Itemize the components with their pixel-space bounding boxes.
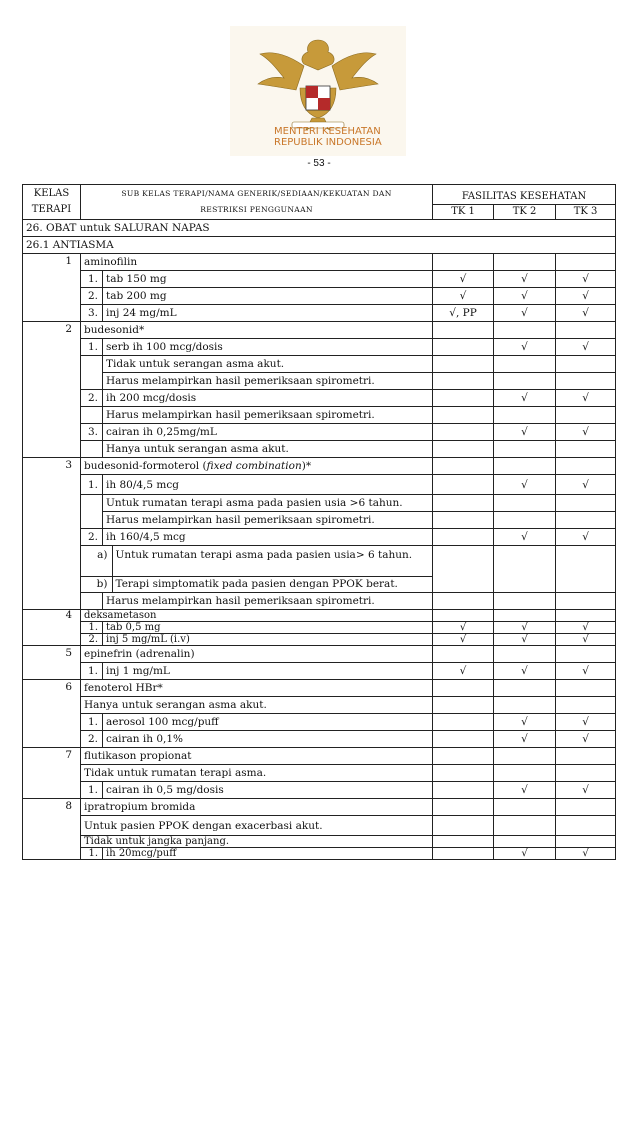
check-tk3: √	[556, 424, 616, 441]
restriction-text: Tidak untuk jangka panjang.	[81, 836, 433, 848]
drug-name: budesonid-formoterol (fixed combination)*	[81, 458, 433, 475]
item-text: serb ih 100 mcg/dosis	[103, 339, 433, 356]
restriction-text: Harus melampirkan hasil pemeriksaan spirometri.	[103, 373, 433, 390]
check-tk2: √	[494, 848, 556, 860]
item-text: cairan ih 0,25mg/mL	[103, 424, 433, 441]
check-tk2: √	[494, 634, 556, 646]
drug-number: 2	[23, 322, 81, 458]
check-tk1: √	[433, 271, 494, 288]
item-number: 2.	[81, 634, 103, 646]
section-title: 26. OBAT untuk SALURAN NAPAS	[23, 220, 616, 237]
header-kelas-terapi: KELAS TERAPI	[23, 185, 81, 220]
check-tk3: √	[556, 390, 616, 407]
item-text: inj 24 mg/mL	[103, 305, 433, 322]
item-number: 1.	[81, 475, 103, 495]
page-number: - 53 -	[307, 158, 331, 169]
check-tk1-pp: √, PP	[433, 305, 494, 322]
item-text: cairan ih 0,1%	[103, 731, 433, 748]
check-tk3: √	[556, 634, 616, 646]
item-text: aerosol 100 mcg/puff	[103, 714, 433, 731]
restriction-text: Untuk pasien PPOK dengan exacerbasi akut.	[81, 816, 433, 836]
item-text: ih 160/4,5 mcg	[103, 529, 433, 546]
check-tk3: √	[556, 731, 616, 748]
item-number: 2.	[81, 288, 103, 305]
check-tk2: √	[494, 782, 556, 799]
drug-name: aminofilin	[81, 254, 433, 271]
header-fasilitas: FASILITAS KESEHATAN	[433, 185, 616, 205]
item-number: 1.	[81, 714, 103, 731]
check-tk3: √	[556, 622, 616, 634]
drug-name: epinefrin (adrenalin)	[81, 646, 433, 663]
sub-restriction-b: Terapi simptomatik pada pasien dengan PPOK berat.	[112, 576, 432, 592]
check-tk2: √	[494, 390, 556, 407]
item-number: 3.	[81, 424, 103, 441]
restriction-text: Tidak untuk rumatan terapi asma.	[81, 765, 433, 782]
drug-name: flutikason propionat	[81, 748, 433, 765]
drug-name: fenoterol HBr*	[81, 680, 433, 697]
item-text: tab 0,5 mg	[103, 622, 433, 634]
restriction-text: Harus melampirkan hasil pemeriksaan spirometri.	[103, 407, 433, 424]
check-tk3: √	[556, 288, 616, 305]
drug-number: 3	[23, 458, 81, 610]
header-sub-kelas: SUB KELAS TERAPI/NAMA GENERIK/SEDIAAN/KEKUATAN DAN RESTRIKSI PENGGUNAAN	[81, 185, 433, 220]
check-tk1: √	[433, 288, 494, 305]
restriction-text: Harus melampirkan hasil pemeriksaan spirometri.	[103, 512, 433, 529]
item-text: ih 80/4,5 mcg	[103, 475, 433, 495]
item-text: ih 200 mcg/dosis	[103, 390, 433, 407]
restriction-text: Hanya untuk serangan asma akut.	[103, 441, 433, 458]
drug-number: 4	[23, 610, 81, 646]
sub-restriction-block	[81, 546, 433, 593]
drug-number: 6	[23, 680, 81, 748]
check-tk2: √	[494, 714, 556, 731]
item-number: 1.	[81, 663, 103, 680]
restriction-text: Hanya untuk serangan asma akut.	[81, 697, 433, 714]
sub-restriction-a: Untuk rumatan terapi asma pada pasien usia> 6 tahun.	[112, 546, 432, 576]
item-number: 1.	[81, 622, 103, 634]
drug-formulary-table	[22, 184, 616, 860]
drug-number: 7	[23, 748, 81, 799]
check-tk3: √	[556, 305, 616, 322]
item-number: 1.	[81, 271, 103, 288]
check-tk3: √	[556, 782, 616, 799]
svg-text:MENTERI KESEHATAN: MENTERI KESEHATAN	[274, 126, 381, 137]
check-tk3: √	[556, 475, 616, 495]
sub-label-a: a)	[81, 546, 112, 576]
item-number: 2.	[81, 529, 103, 546]
header-tk3: TK 3	[556, 205, 616, 220]
item-text: inj 1 mg/mL	[103, 663, 433, 680]
check-tk3: √	[556, 271, 616, 288]
drug-number: 5	[23, 646, 81, 680]
check-tk3: √	[556, 663, 616, 680]
item-number: 3.	[81, 305, 103, 322]
check-tk3: √	[556, 848, 616, 860]
check-tk3: √	[556, 529, 616, 546]
check-tk2: √	[494, 663, 556, 680]
check-tk2: √	[494, 622, 556, 634]
drug-number: 1	[23, 254, 81, 322]
check-tk2: √	[494, 271, 556, 288]
check-tk2: √	[494, 475, 556, 495]
restriction-text: Untuk rumatan terapi asma pada pasien usia >6 tahun.	[103, 495, 433, 512]
header-tk2: TK 2	[494, 205, 556, 220]
drug-name: budesonid*	[81, 322, 433, 339]
drug-name: ipratropium bromida	[81, 799, 433, 816]
sub-label-b: b)	[81, 576, 112, 592]
garuda-emblem-logo	[230, 26, 406, 156]
check-tk3: √	[556, 714, 616, 731]
check-tk2: √	[494, 731, 556, 748]
item-text: inj 5 mg/mL (i.v)	[103, 634, 433, 646]
check-tk1: √	[433, 634, 494, 646]
check-tk2: √	[494, 288, 556, 305]
item-text: tab 200 mg	[103, 288, 433, 305]
item-text: cairan ih 0,5 mg/dosis	[103, 782, 433, 799]
check-tk2: √	[494, 339, 556, 356]
item-number: 1.	[81, 848, 103, 860]
check-tk3: √	[556, 339, 616, 356]
item-text: tab 150 mg	[103, 271, 433, 288]
header-tk1: TK 1	[433, 205, 494, 220]
svg-text:REPUBLIK INDONESIA: REPUBLIK INDONESIA	[274, 137, 382, 148]
drug-name: deksametason	[81, 610, 433, 622]
item-number: 1.	[81, 339, 103, 356]
subsection-title: 26.1 ANTIASMA	[23, 237, 616, 254]
item-number: 2.	[81, 731, 103, 748]
check-tk1: √	[433, 622, 494, 634]
item-text: ih 20mcg/puff	[103, 848, 433, 860]
restriction-text: Harus melampirkan hasil pemeriksaan spirometri.	[103, 593, 433, 610]
check-tk2: √	[494, 305, 556, 322]
check-tk2: √	[494, 424, 556, 441]
check-tk2: √	[494, 529, 556, 546]
drug-number: 8	[23, 799, 81, 860]
item-number: 2.	[81, 390, 103, 407]
restriction-text: Tidak untuk serangan asma akut.	[103, 356, 433, 373]
item-number: 1.	[81, 782, 103, 799]
check-tk1: √	[433, 663, 494, 680]
